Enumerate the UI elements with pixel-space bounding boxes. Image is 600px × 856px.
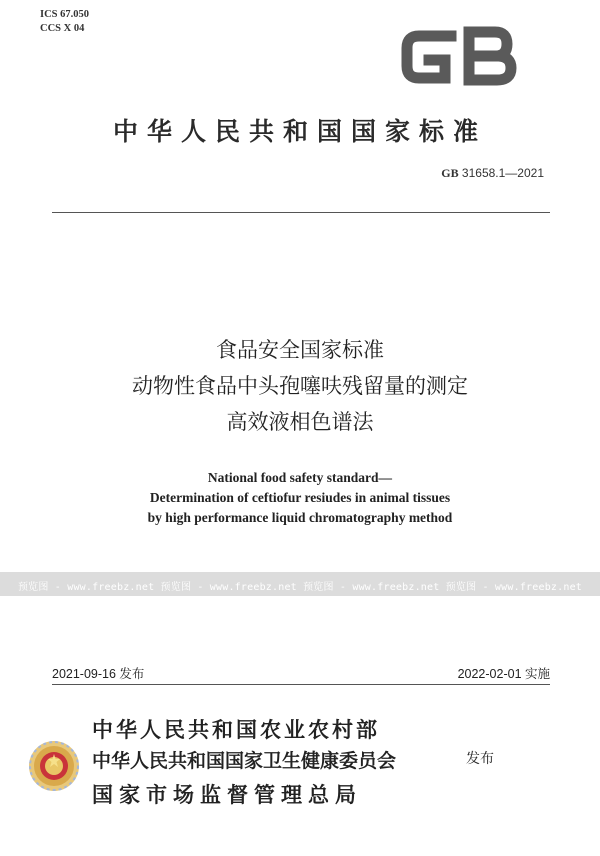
classification-codes [40, 8, 89, 36]
title-en-line3: by high performance liquid chromatography method [147, 510, 453, 525]
issuer-nhc: 中华人民共和国国家卫生健康委员会 [92, 750, 397, 772]
ics-code: ICS 67.050 [40, 9, 90, 20]
standard-number-value: 31658.1—2021 [461, 166, 544, 180]
header-divider [52, 212, 550, 213]
standard-number-prefix: GB [441, 166, 459, 180]
title-zh-line3: 高效液相色谱法 [226, 410, 374, 434]
implementation-date: 2022-02-01 实施 [457, 667, 550, 681]
issuer-samr: 国家市场监督管理总局 [92, 783, 362, 807]
date-divider [52, 684, 550, 685]
title-zh-line2: 动物性食品中头孢噻呋残留量的测定 [132, 374, 468, 398]
issuer-moa: 中华人民共和国农业农村部 [92, 718, 380, 742]
title-zh-line1: 食品安全国家标准 [216, 338, 384, 362]
watermark-text: 预览图 - www.freebz.net 预览图 - www.freebz.net 预览图 - www.freebz.net 预览图 - www.freebz.net [17, 582, 583, 593]
ccs-code: CCS X 04 [40, 23, 85, 34]
gb-logo [399, 24, 521, 88]
title-en-line1: National food safety standard— [207, 470, 393, 485]
standard-number [441, 166, 544, 181]
national-emblem-icon [28, 740, 80, 792]
issue-date: 2021-09-16 发布 [52, 667, 145, 681]
national-standard-title: 中华人民共和国国家标准 [112, 117, 487, 146]
issue-label: 发布 [466, 751, 494, 767]
title-en-line2: Determination of ceftiofur resiudes in animal tissues [149, 490, 451, 505]
